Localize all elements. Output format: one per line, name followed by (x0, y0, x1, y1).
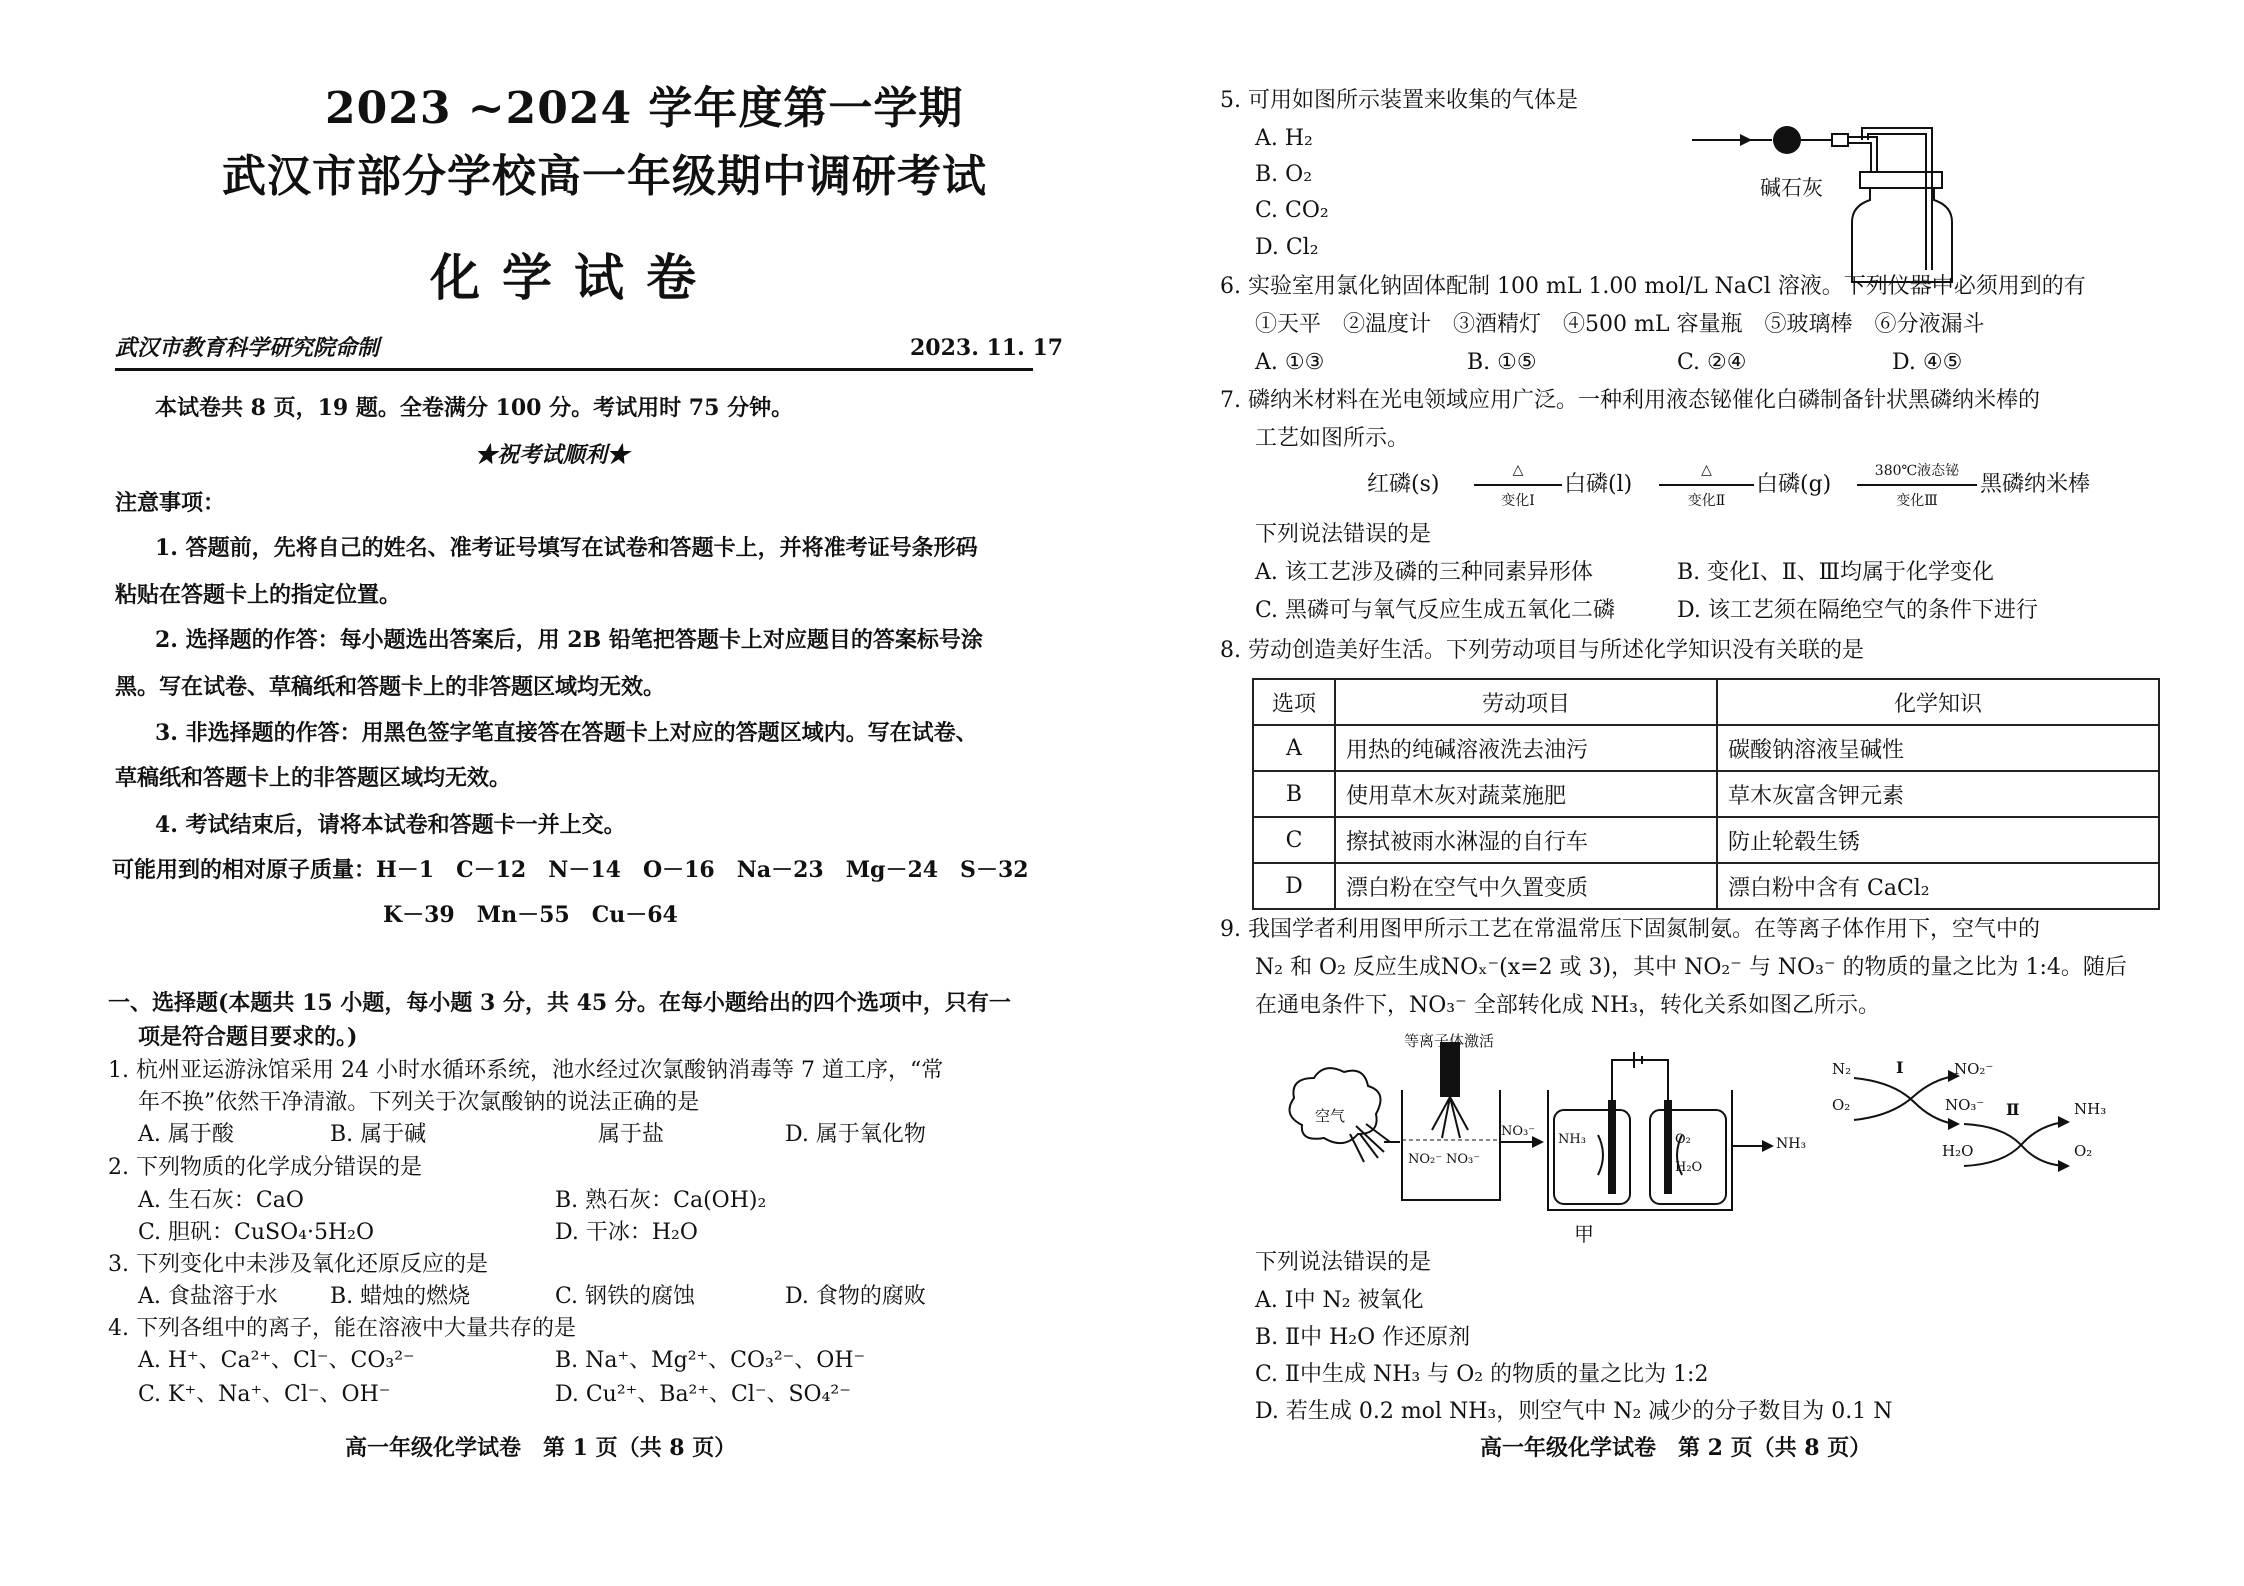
q1-option-d: D. 属于氧化物 (785, 1122, 926, 1147)
soda-lime-label: 碱石灰 (1760, 176, 1823, 200)
q7-red-phosphorus: 红磷(s) (1367, 472, 1440, 497)
gas-collection-apparatus (1692, 110, 2052, 290)
question-3: 3. 下列变化中未涉及氧化还原反应的是 (108, 1252, 488, 1277)
q4-option-b: B. Na⁺、Mg²⁺、CO₃²⁻、OH⁻ (555, 1348, 866, 1373)
question-9-cont-2: 在通电条件下，NO₃⁻ 全部转化成 NH₃，转化关系如图乙所示。 (1255, 993, 1880, 1018)
note-3b: 草稿纸和答题卡上的非答题区域均无效。 (115, 765, 512, 791)
diagram-step-I-label: Ⅰ (1896, 1058, 1904, 1077)
figure-yi-diagram (1834, 1060, 2114, 1180)
q6-option-c: C. ②④ (1677, 350, 1747, 375)
exam-title: 武汉市部分学校高一年级期中调研考试 (222, 151, 987, 202)
q5-option-c: C. CO₂ (1255, 198, 1329, 223)
q7-black-phosphorus: 黑磷纳米棒 (1980, 472, 2091, 497)
q3-option-d: D. 食物的腐败 (785, 1284, 926, 1309)
table-cell: 防止轮毂生锈 (1717, 817, 2159, 863)
table-row (1253, 863, 2159, 909)
q7-option-c: C. 黑磷可与氧气反应生成五氧化二磷 (1255, 598, 1616, 623)
question-1: 1. 杭州亚运游泳馆采用 24 小时水循环系统，池水经过次氯酸钠消毒等 7 道工序，“常 (108, 1058, 944, 1083)
question-8: 8. 劳动创造美好生活。下列劳动项目与所述化学知识没有关联的是 (1220, 638, 1864, 663)
q7-arrow-2 (1659, 484, 1754, 486)
q7-white-phosphorus-l: 白磷(l) (1564, 472, 1633, 497)
q7-cond3-bottom: 变化Ⅲ (1896, 493, 1938, 509)
q1-option-b: B. 属于碱 (330, 1122, 427, 1147)
q7-cond1-bottom: 变化Ⅰ (1501, 493, 1535, 509)
q7-option-a: A. 该工艺涉及磷的三种同素异形体 (1255, 560, 1593, 585)
table-cell: 草木灰富含钾元素 (1717, 771, 2159, 817)
q1-option-c: 属于盐 (598, 1122, 665, 1147)
question-2: 2. 下列物质的化学成分错误的是 (108, 1155, 422, 1180)
q6-option-a: A. ①③ (1255, 350, 1325, 375)
q2-option-a: A. 生石灰：CaO (138, 1188, 304, 1213)
table-cell: 碳酸钠溶液呈碱性 (1717, 725, 2159, 771)
question-9-cont-1: N₂ 和 O₂ 反应生成NOₓ⁻(x=2 或 3)，其中 NO₂⁻ 与 NO₃⁻ 的物质的量之比为 1:4。随后 (1255, 955, 2127, 980)
notes-title: 注意事项： (115, 490, 226, 516)
transfer-no3-label: NO₃⁻ (1501, 1124, 1536, 1139)
question-7: 7. 磷纳米材料在光电领域应用广泛。一种利用液态铋催化白磷制备针状黑磷纳米棒的 (1220, 388, 2040, 413)
output-nh3-label: NH₃ (1776, 1136, 1807, 1152)
q6-option-d: D. ④⑤ (1892, 350, 1963, 375)
table-header-cell: 化学知识 (1717, 679, 2159, 725)
question-6: 6. 实验室用氯化钠固体配制 100 mL 1.00 mol/L NaCl 溶液。下列仪器中必须用到的有 (1220, 274, 2086, 299)
figure-jia-caption: 甲 (1574, 1222, 1594, 1246)
table-cell: 漂白粉在空气中久置变质 (1335, 863, 1717, 909)
diagram-o2-out-label: O₂ (2074, 1142, 2093, 1160)
question-4: 4. 下列各组中的离子，能在溶液中大量共存的是 (108, 1316, 576, 1341)
publisher: 武汉市教育科学研究院命制 (115, 335, 380, 361)
anode-h2o-label: H₂O (1675, 1160, 1703, 1175)
note-1a: 1. 答题前，先将自己的姓名、准考证号填写在试卷和答题卡上，并将准考证号条形码 (155, 535, 978, 561)
diagram-nh3-label: NH₃ (2074, 1100, 2107, 1118)
q1-option-a: A. 属于酸 (138, 1122, 234, 1147)
q9-option-d: D. 若生成 0.2 mol NH₃，则空气中 N₂ 减少的分子数目为 0.1 N (1255, 1399, 1893, 1424)
q7-cond2-top: △ (1701, 462, 1712, 478)
table-cell: 用热的纯碱溶液洗去油污 (1335, 725, 1717, 771)
q2-option-d: D. 干冰：H₂O (555, 1220, 698, 1245)
q4-option-d: D. Cu²⁺、Ba²⁺、Cl⁻、SO₄²⁻ (555, 1382, 851, 1407)
beaker-no2-label: NO₂⁻ (1408, 1152, 1443, 1167)
table-header-cell: 劳动项目 (1335, 679, 1717, 725)
table-cell: A (1253, 725, 1335, 771)
q7-white-phosphorus-g: 白磷(g) (1756, 472, 1832, 497)
diagram-no2-label: NO₂⁻ (1954, 1060, 1994, 1078)
q9-option-a: A. Ⅰ中 N₂ 被氧化 (1255, 1288, 1424, 1313)
q7-ask: 下列说法错误的是 (1255, 522, 1432, 547)
q5-option-b: B. O₂ (1255, 162, 1313, 187)
question-9: 9. 我国学者利用图甲所示工艺在常温常压下固氮制氨。在等离子体作用下，空气中的 (1220, 917, 2040, 942)
note-2b: 黑。写在试卷、草稿纸和答题卡上的非答题区域均无效。 (115, 674, 666, 700)
q5-option-a: A. H₂ (1255, 126, 1313, 151)
q4-option-c: C. K⁺、Na⁺、Cl⁻、OH⁻ (138, 1382, 391, 1407)
figure-jia-apparatus (1272, 1030, 1812, 1220)
q7-cond1-top: △ (1512, 462, 1524, 478)
table-cell: 漂白粉中含有 CaCl₂ (1717, 863, 2159, 909)
note-3a: 3. 非选择题的作答：用黑色签字笔直接答在答题卡上对应的答题区域内。写在试卷、 (155, 720, 978, 746)
atomic-masses-1: 可能用到的相对原子质量：H－1 C－12 N－14 O－16 Na－23 Mg－24 S－32 (112, 857, 1029, 883)
header-rule (115, 368, 1033, 371)
q3-option-b: B. 蜡烛的燃烧 (330, 1284, 471, 1309)
question-1-cont: 年不换”依然干净清澈。下列关于次氯酸钠的说法正确的是 (138, 1090, 700, 1115)
cathode-nh3-label: NH₃ (1558, 1132, 1586, 1147)
page-footer: 高一年级化学试卷 第 1 页（共 8 页） (345, 1435, 737, 1461)
anode-o2-label: O₂ (1675, 1132, 1691, 1147)
intro: 本试卷共 8 页，19 题。全卷满分 100 分。考试用时 75 分钟。 (155, 395, 794, 421)
q9-option-b: B. Ⅱ中 H₂O 作还原剂 (1255, 1325, 1471, 1350)
note-1b: 粘贴在答题卡上的指定位置。 (115, 582, 402, 608)
page-2 (1122, 0, 2244, 1586)
question-7-cont: 工艺如图所示。 (1255, 426, 1410, 451)
plasma-activation-label: 等离子体激活 (1404, 1032, 1495, 1050)
exam-date: 2023. 11. 17 (910, 335, 1064, 361)
table-header-cell: 选项 (1253, 679, 1335, 725)
table-cell: B (1253, 771, 1335, 817)
q7-arrow-1 (1474, 484, 1562, 486)
air-label: 空气 (1315, 1107, 1346, 1125)
question-5: 5. 可用如图所示装置来收集的气体是 (1220, 88, 1578, 113)
note-4: 4. 考试结束后，请将本试卷和答题卡一并上交。 (155, 812, 626, 838)
table-header-row (1253, 679, 2159, 725)
q2-option-c: C. 胆矾：CuSO₄·5H₂O (138, 1220, 374, 1245)
diagram-step-II-label: Ⅱ (2006, 1100, 2020, 1119)
table-cell: 使用草木灰对蔬菜施肥 (1335, 771, 1717, 817)
beaker-no3-label: NO₃⁻ (1446, 1152, 1481, 1167)
exam-year-title: 2023 ~2024 学年度第一学期 (325, 83, 964, 134)
table-row (1253, 817, 2159, 863)
diagram-o2-label: O₂ (1832, 1096, 1851, 1114)
q4-option-a: A. H⁺、Ca²⁺、Cl⁻、CO₃²⁻ (138, 1348, 415, 1373)
table-cell: C (1253, 817, 1335, 863)
diagram-no3-label: NO₃⁻ (1945, 1096, 1985, 1114)
q9-ask: 下列说法错误的是 (1255, 1250, 1432, 1275)
diagram-h2o-label: H₂O (1942, 1142, 1974, 1160)
q7-arrow-3 (1857, 484, 1977, 486)
atomic-masses-2: K－39 Mn－55 Cu－64 (383, 902, 678, 928)
section-1-title: 一、选择题(本题共 15 小题，每小题 3 分，共 45 分。在每小题给出的四个选项中，只有一 (108, 990, 1011, 1016)
table-cell: 擦拭被雨水淋湿的自行车 (1335, 817, 1717, 863)
q9-option-c: C. Ⅱ中生成 NH₃ 与 O₂ 的物质的量之比为 1:2 (1255, 1362, 1709, 1387)
wish: ★祝考试顺利★ (475, 442, 630, 468)
q7-option-d: D. 该工艺须在隔绝空气的条件下进行 (1677, 598, 2038, 623)
question-6-instruments: ①天平 ②温度计 ③酒精灯 ④500 mL 容量瓶 ⑤玻璃棒 ⑥分液漏斗 (1255, 312, 1985, 337)
q2-option-b: B. 熟石灰：Ca(OH)₂ (555, 1188, 767, 1213)
q7-option-b: B. 变化Ⅰ、Ⅱ、Ⅲ均属于化学变化 (1677, 560, 1995, 585)
note-2a: 2. 选择题的作答：每小题选出答案后，用 2B 铅笔把答题卡上对应题目的答案标号涂 (155, 627, 983, 653)
q6-option-b: B. ①⑤ (1467, 350, 1537, 375)
q7-cond3-top: 380℃液态铋 (1874, 463, 1960, 479)
subject-title: 化学试卷 (430, 248, 718, 307)
table-cell: D (1253, 863, 1335, 909)
q3-option-c: C. 钢铁的腐蚀 (555, 1284, 696, 1309)
q5-option-d: D. Cl₂ (1255, 235, 1319, 260)
section-1-title-cont: 项是符合题目要求的。) (138, 1024, 358, 1050)
q7-cond2-bottom: 变化Ⅱ (1687, 493, 1726, 509)
page-footer: 高一年级化学试卷 第 2 页（共 8 页） (1480, 1435, 1872, 1461)
q8-table (1252, 678, 2160, 910)
q3-option-a: A. 食盐溶于水 (138, 1284, 278, 1309)
diagram-n2-label: N₂ (1832, 1060, 1852, 1078)
table-row (1253, 771, 2159, 817)
table-row (1253, 725, 2159, 771)
